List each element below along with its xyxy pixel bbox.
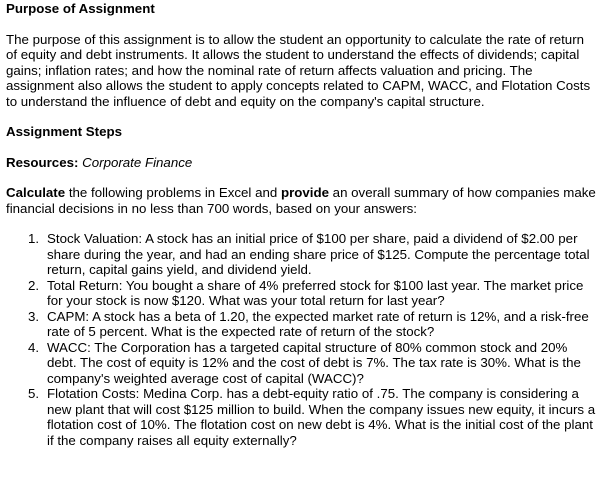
- problem-item: [28, 277, 597, 309]
- problem-item: [28, 231, 597, 278]
- problem-text: Flotation Costs: Medina Corp. has a debt-equity ratio of .75. The company is considering a new plant that will cost $125 million to build. When the company issues new equity, it incurs a flotation cost of 10%. The flotation cost on new debt is 4%. What is the initial cost of the plant if the company raises all equity externally?: [47, 386, 596, 448]
- problem-item: [28, 339, 597, 387]
- instructions-text-2: an overall summary of how companies make financial decisions in no less than 700 words, based on your answers:: [6, 185, 596, 216]
- problem-list: [6, 231, 597, 448]
- problem-item: [28, 386, 597, 448]
- purpose-heading: Purpose of Assignment: [6, 1, 155, 16]
- problem-item: [28, 308, 597, 340]
- problem-text: WACC: The Corporation has a targeted capital structure of 80% common stock and 20% debt. The cost of equity is 12% and the cost of debt is 7%. The tax rate is 30%. What is the company's weighted average cost of capital (WACC)?: [47, 339, 581, 386]
- purpose-paragraph: The purpose of this assignment is to allow the student an opportunity to calculate the rate of return of equity and debt instruments. It allows the student to understand the effects of dividends; capital gains; inflation rates; and how the nominal rate of return affects valuation and pricing. The assignment also allows the student to apply concepts related to CAPM, WACC, and Flotation Costs to understand the influence of debt and equity on the company's capital structure.: [6, 31, 591, 109]
- assignment-steps-heading: Assignment Steps: [6, 124, 123, 139]
- problem-number: 2.: [28, 277, 40, 293]
- problem-text: Total Return: You bought a share of 4% preferred stock for $100 last year. The market price for your stock is now $120. What was your total return for last year?: [47, 277, 584, 308]
- problem-number: 3.: [28, 308, 40, 324]
- problem-text: CAPM: A stock has a beta of 1.20, the expected market rate of return is 12%, and a risk-free rate of 5 percent. What is the expected rate of return of the stock?: [47, 308, 589, 339]
- instructions-paragraph: [6, 185, 597, 216]
- problem-number: 1.: [28, 231, 40, 246]
- instructions-calculate: Calculate: [6, 185, 66, 200]
- problem-number: 4.: [28, 339, 40, 355]
- instructions-text-1: the following problems in Excel and: [65, 185, 281, 200]
- resources-label: Resources:: [6, 154, 79, 170]
- resources-value: Corporate Finance: [82, 154, 193, 170]
- assignment-document: [0, 1, 597, 478]
- instructions-provide: provide: [280, 185, 329, 200]
- problem-number: 5.: [28, 386, 40, 401]
- problem-text: Stock Valuation: A stock has an initial price of $100 per share, paid a dividend of $2.00 per share during the year, and had an ending share price of $125. Compute the percentage total return, capital gains yield, and dividend yield.: [47, 231, 590, 277]
- resources-line: [6, 155, 597, 171]
